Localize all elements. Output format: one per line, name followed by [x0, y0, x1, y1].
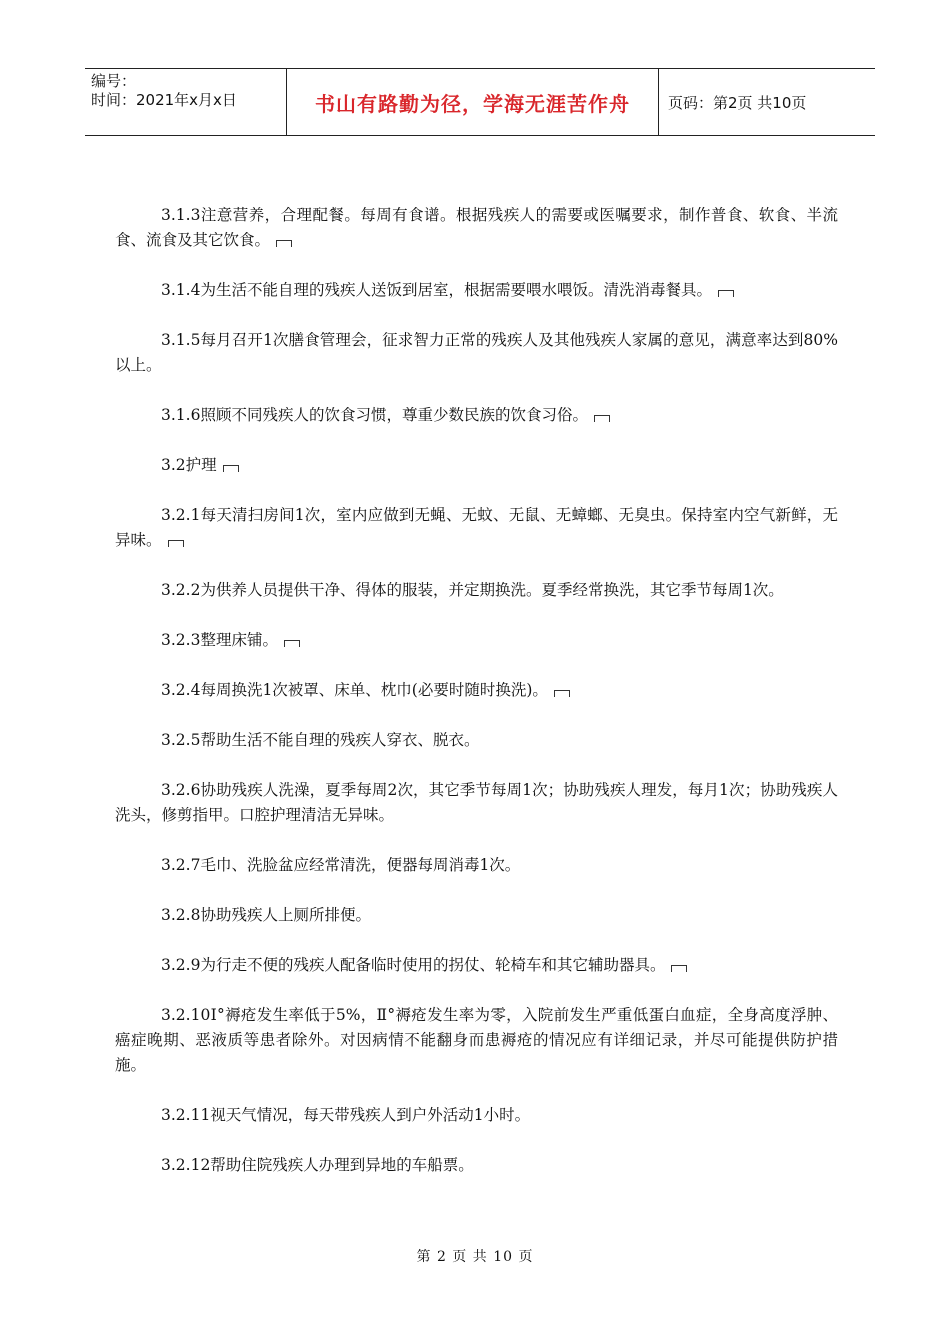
header-page-code-cell	[659, 69, 875, 135]
paragraph: 3.2.9为行走不便的残疾人配备临时使用的拐仗、轮椅车和其它辅助器具。	[115, 953, 838, 978]
paragraph: 3.2.5帮助生活不能自理的残疾人穿衣、脱衣。	[161, 731, 480, 749]
paragraph: 3.2.2为供养人员提供干净、得体的服装，并定期换洗。夏季经常换洗，其它季节每周1次。	[161, 581, 784, 599]
page-header	[85, 68, 875, 136]
paragraph: 3.2.7毛巾、洗脸盆应经常清洗，便器每周消毒1次。	[161, 856, 521, 874]
paragraph: 3.1.3注意营养，合理配餐。每周有食谱。根据残疾人的需要或医嘱要求，制作普食、软食、半流食、流食及其它饮食。	[115, 206, 838, 249]
paragraph-mark-icon	[276, 240, 292, 247]
paragraph: 3.2.11视天气情况，每天带残疾人到户外活动1小时。	[161, 1106, 531, 1124]
header-motto: 书山有路勤为径，学海无涯苦作舟	[315, 91, 630, 116]
paragraph: 3.2.1每天清扫房间1次，室内应做到无蝇、无蚊、无鼠、无蟑螂、无臭虫。保持室内空气新鲜，无异味。	[115, 506, 838, 549]
paragraph-mark-icon	[168, 540, 184, 547]
paragraph-mark-icon	[671, 965, 687, 972]
header-meta	[85, 69, 286, 135]
document-number-label: 编号：	[91, 72, 137, 90]
header-motto-cell	[286, 69, 659, 135]
paragraph-mark-icon	[223, 465, 239, 472]
paragraph-mark-icon	[594, 415, 610, 422]
paragraph: 3.2.12帮助住院残疾人办理到异地的车船票。	[161, 1156, 474, 1174]
document-body	[115, 203, 838, 1203]
document-date: 时间：2021年x月x日	[91, 91, 237, 109]
paragraph-mark-icon	[284, 640, 300, 647]
paragraph: 3.2.4每周换洗1次被罩、床单、枕巾(必要时随时换洗)。	[115, 678, 838, 703]
paragraph-mark-icon	[554, 690, 570, 697]
paragraph: 3.1.6照顾不同残疾人的饮食习惯，尊重少数民族的饮食习俗。	[115, 403, 838, 428]
paragraph: 3.1.5每月召开1次膳食管理会，征求智力正常的残疾人及其他残疾人家属的意见，满意率达到80%以上。	[115, 331, 838, 374]
paragraph: 3.2.10Ⅰ°褥疮发生率低于5%，Ⅱ°褥疮发生率为零，入院前发生严重低蛋白血症，全身高度浮肿、癌症晚期、恶液质等患者除外。对因病情不能翻身而患褥疮的情况应有详细记录，并尽可能提供防护措施。	[115, 1006, 838, 1074]
paragraph: 3.2.8协助残疾人上厕所排便。	[161, 906, 371, 924]
paragraph: 3.2.6协助残疾人洗澡，夏季每周2次，其它季节每周1次；协助残疾人理发，每月1次；协助残疾人洗头，修剪指甲。口腔护理清洁无异味。	[115, 781, 838, 824]
header-page-code: 页码：第2页 共10页	[668, 93, 807, 112]
paragraph: 3.1.4为生活不能自理的残疾人送饭到居室，根据需要喂水喂饭。清洗消毒餐具。	[115, 278, 838, 303]
paragraph-mark-icon	[718, 290, 734, 297]
page-footer	[0, 1246, 950, 1266]
paragraph: 3.2.3整理床铺。	[115, 628, 838, 653]
footer-page-number: 第 2 页 共 10 页	[416, 1249, 534, 1265]
section-heading: 3.2护理	[115, 453, 838, 478]
